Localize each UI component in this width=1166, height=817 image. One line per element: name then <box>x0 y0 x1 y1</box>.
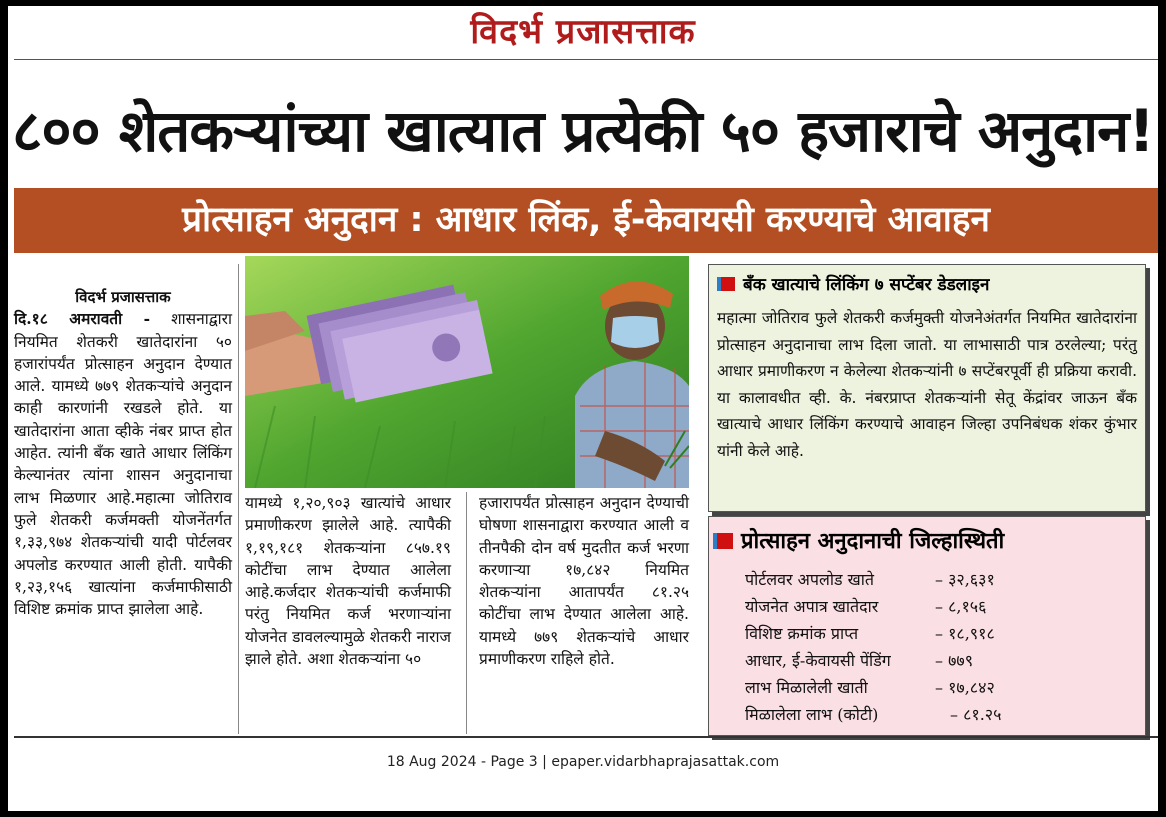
footer: 18 Aug 2024 - Page 3 | epaper.vidarbhaprajasattak.com <box>386 754 780 770</box>
bottom-rule <box>14 736 1158 738</box>
stat-row <box>745 594 1135 620</box>
article-col1-text: शासनाद्वारा नियमित शेतकरी खातेदारांना ५० हजारांपर्यंत प्रोत्साहन अनुदान देण्यात आले. यामध्ये ७७९ शेतकऱ्यांचे अनुदान काही कारणांनी रखडले होते. या खातेदारांना आता व्हीके नंबर प्राप्त होत आहेत. त्यांनी बँक खाते आधार लिंकिंग केल्यानंतर त्यांना शासन अनुदानाचा लाभ मिळणार आहे.महात्मा जोतिराव फुले शेतकरी कर्जमक्ती योजनेंतर्गत १,३३,९७४ शेतकऱ्यांची यादी पोर्टलवर अपलोड करण्यात आली होती. यापैकी १,२३,१५६ खात्यांना कर्जमाफीसाठी विशिष्ट क्रमांक प्राप्त झालेला आहे. <box>14 310 232 619</box>
stat-row <box>745 702 1135 728</box>
article-column-2 <box>245 492 451 670</box>
bullet-icon <box>713 533 733 549</box>
article-column-1 <box>14 286 232 620</box>
stat-row <box>745 648 1135 674</box>
stat-value: – ३२,६३१ <box>935 570 995 589</box>
masthead-rule <box>14 59 1158 60</box>
stat-value: – १८,९१८ <box>935 624 995 643</box>
stat-label: मिळालेला लाभ (कोटी) <box>745 705 879 724</box>
article-column-3 <box>479 492 689 670</box>
masthead <box>8 6 1158 58</box>
farmer-money-photo <box>245 256 689 488</box>
masthead-title: विदर्भ प्रजासत्ताक <box>470 12 696 52</box>
deadline-heading-text: बँक खात्याचे लिंकिंग ७ सप्टेंबर डेडलाइन <box>743 275 990 295</box>
article-col2-text: यामध्ये १,२०,९०३ खात्यांचे आधार प्रमाणीकरण झालेले आहे. त्यापैकी १,१९,१८१ शेतकऱ्यांना ८५७.१९ कोटींचा लाभ देण्यात आलेला आहे.कर्जदार शेतकऱ्यांची कर्जमाफी परंतु नियमित कर्ज भरणाऱ्यांना योजनेत डावलल्यामुळे शेतकरी नाराज झाले होते. अशा शेतकऱ्यांना ५० <box>245 494 451 669</box>
subheadline-banner <box>14 188 1158 253</box>
stat-row <box>745 675 1135 701</box>
column-divider <box>238 264 239 734</box>
column-divider <box>466 492 467 734</box>
article-col3-text: हजारापर्यंत प्रोत्साहन अनुदान देण्याची घोषणा शासनाद्वारा करण्यात आली व तीनपैकी दोन वर्ष मुदतीत कर्ज भरणा करणाऱ्या १७,८४२ नियमित शेतकऱ्यांना आतापर्यंत ८१.२५ कोटींचा लाभ देण्यात आलेला आहे. यामध्ये ७७९ शेतकऱ्यांचे आधार प्रमाणीकरण राहिले होते. <box>479 494 689 669</box>
stat-value: – ७७९ <box>935 651 974 670</box>
stat-value: – ८,१५६ <box>935 597 987 616</box>
district-status-heading-text: प्रोत्साहन अनुदानाची जिल्हास्थिती <box>741 529 1005 554</box>
headline-text: ८०० शेतकऱ्यांच्या खात्यात प्रत्येकी ५० हजाराचे अनुदान! <box>12 97 1154 165</box>
stat-label: विशिष्ट क्रमांक प्राप्त <box>745 624 859 643</box>
stat-row <box>745 567 1135 593</box>
headline <box>8 76 1158 186</box>
deadline-text: महात्मा जोतिराव फुले शेतकरी कर्जमुक्ती योजनेअंतर्गत नियमित खातेदारांना प्रोत्साहन अनुदानाचा लाभ दिला जातो. या लाभासाठी पात्र ठरलेल्या; परंतु आधार प्रमाणीकरण न केलेल्या शेतकऱ्यांनी ७ सप्टेंबरपूर्वी ही प्रक्रिया करावी. या कालावधीत व्ही. के. नंबरप्राप्त शेतकऱ्यांनी सेतू केंद्रांवर जाऊन बँक खात्याचे आधार लिंकिंग करण्याचे आवाहन जिल्हा उपनिबंधक शंकर कुंभार यांनी केले आहे. <box>717 309 1137 460</box>
dateline: दि.१८ अमरावती - <box>14 309 151 329</box>
stat-value: – ८१.२५ <box>950 705 1002 724</box>
stat-label: योजनेत अपात्र खातेदार <box>745 597 879 616</box>
photo-illustration <box>245 256 689 488</box>
deadline-heading <box>717 273 989 297</box>
newspaper-page <box>8 6 1158 811</box>
district-status-heading <box>713 527 1004 557</box>
bullet-icon <box>717 277 735 291</box>
stat-label: आधार, ई-केवायसी पेंडिंग <box>745 651 891 670</box>
subheadline-text: प्रोत्साहन अनुदान : आधार लिंक, ई-केवायसी करण्याचे आवाहन <box>182 200 990 240</box>
byline: विदर्भ प्रजासत्ताक <box>75 288 171 306</box>
stat-row <box>745 621 1135 647</box>
deadline-box <box>708 264 1146 512</box>
stat-label: पोर्टलवर अपलोड खाते <box>745 570 874 589</box>
stat-value: – १७,८४२ <box>935 678 995 697</box>
district-status-box <box>708 516 1146 736</box>
stat-label: लाभ मिळालेली खाती <box>745 678 868 697</box>
